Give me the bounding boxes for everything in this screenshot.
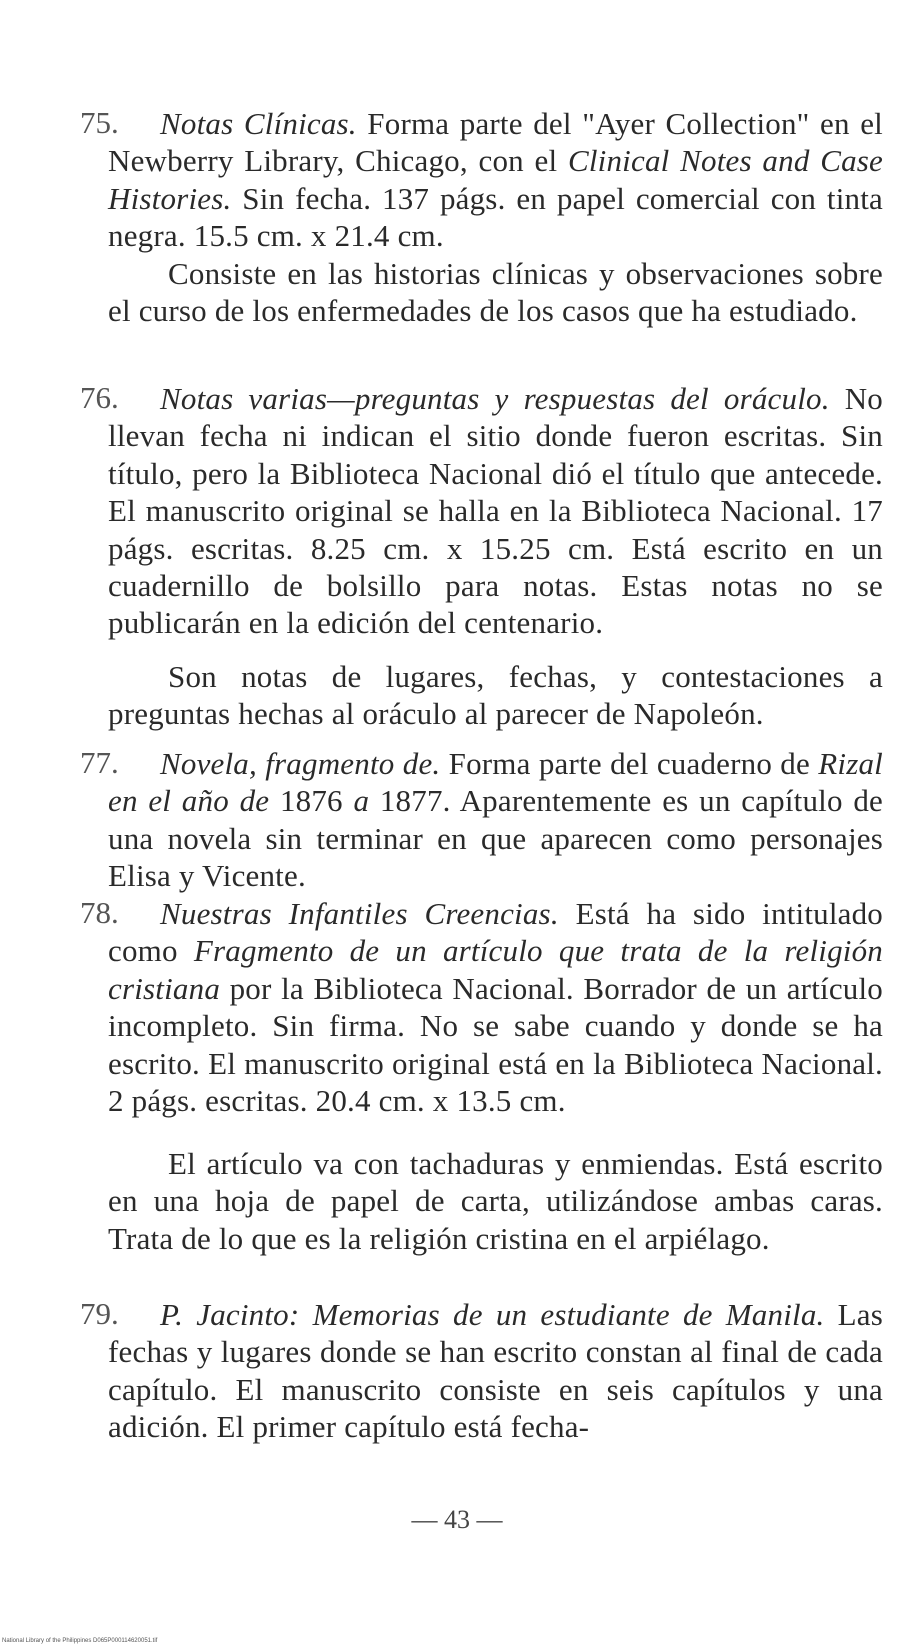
- entry-79: P. Jacinto: Memorias de un estudiante de Manila. Las fechas y lugares donde se han escrito constan al final de cada capítulo. El manuscrito consiste en seis capítulos y una adición. El primer capítulo está fecha-: [108, 1297, 883, 1445]
- entry-77: Novela, fragmento de. Forma parte del cuaderno de Rizal en el año de 1876 a 1877. Aparentemente es un capítulo de una novela sin terminar en que aparecen como personajes Elisa y Vicente.: [108, 746, 884, 894]
- entry-number: 76.: [80, 380, 119, 415]
- entry-76: Notas varias—preguntas y respuestas del oráculo. No llevan fecha ni indican el sitio donde fueron escritas. Sin título, pero la Biblioteca Nacional dió el título que antecede. El manuscrito original se halla en la Biblioteca Nacional. 17 págs. escritas. 8.25 cm. x 15.25 cm. Está escrito en un cuadernillo de bolsillo para notas. Estas notas no se publicarán en la edición del centenario.: [108, 381, 883, 641]
- entry-number: 75.: [80, 105, 119, 140]
- entry-75: Notas Clínicas. Forma parte del "Ayer Collection" en el Newberry Library, Chicago, con el Clinical Notes and Case Histories. Sin fecha. 137 págs. en papel comercial con tinta negra. 15.5 cm. x 21.4 cm.: [108, 106, 884, 254]
- entry-78-note: El artículo va con tachaduras y enmiendas. Está escrito en una hoja de papel de carta, utilizándose ambas caras. Trata de lo que es la religión cristina en el arpiélago.: [108, 1146, 883, 1256]
- entry-title: Notas varias—preguntas y respuestas del oráculo.: [160, 381, 830, 416]
- entry-title: P. Jacinto: Memorias de un estudiante de Manila.: [160, 1297, 825, 1332]
- entry-number: 78.: [80, 895, 119, 930]
- entry-title: Nuestras Infantiles Creencias.: [160, 896, 559, 931]
- entry-title: Notas Clínicas.: [160, 106, 357, 141]
- entry-78: Nuestras Infantiles Creencias. Está ha sido intitulado como Fragmento de un artículo que trata de la religión cristiana por la Biblioteca Nacional. Borrador de un artículo incompleto. Sin firma. No se sabe cuando y donde se ha escrito. El manuscrito original está en la Biblioteca Nacional. 2 págs. escritas. 20.4 cm. x 13.5 cm.: [108, 896, 884, 1119]
- scan-footer: National Library of the Philippines D065P000114620051.tif: [2, 1638, 158, 1644]
- entry-75-note: Consiste en las historias clínicas y observaciones sobre el curso de los enfermedades de los casos que ha estudiado.: [108, 256, 883, 329]
- entry-number: 77.: [80, 745, 119, 780]
- entry-number: 79.: [80, 1296, 119, 1331]
- entry-76-note: Son notas de lugares, fechas, y contestaciones a preguntas hechas al oráculo al parecer de Napoleón.: [108, 659, 883, 732]
- entry-title: Novela, fragmento de.: [160, 746, 441, 781]
- page-number: — 43 —: [411, 1505, 503, 1534]
